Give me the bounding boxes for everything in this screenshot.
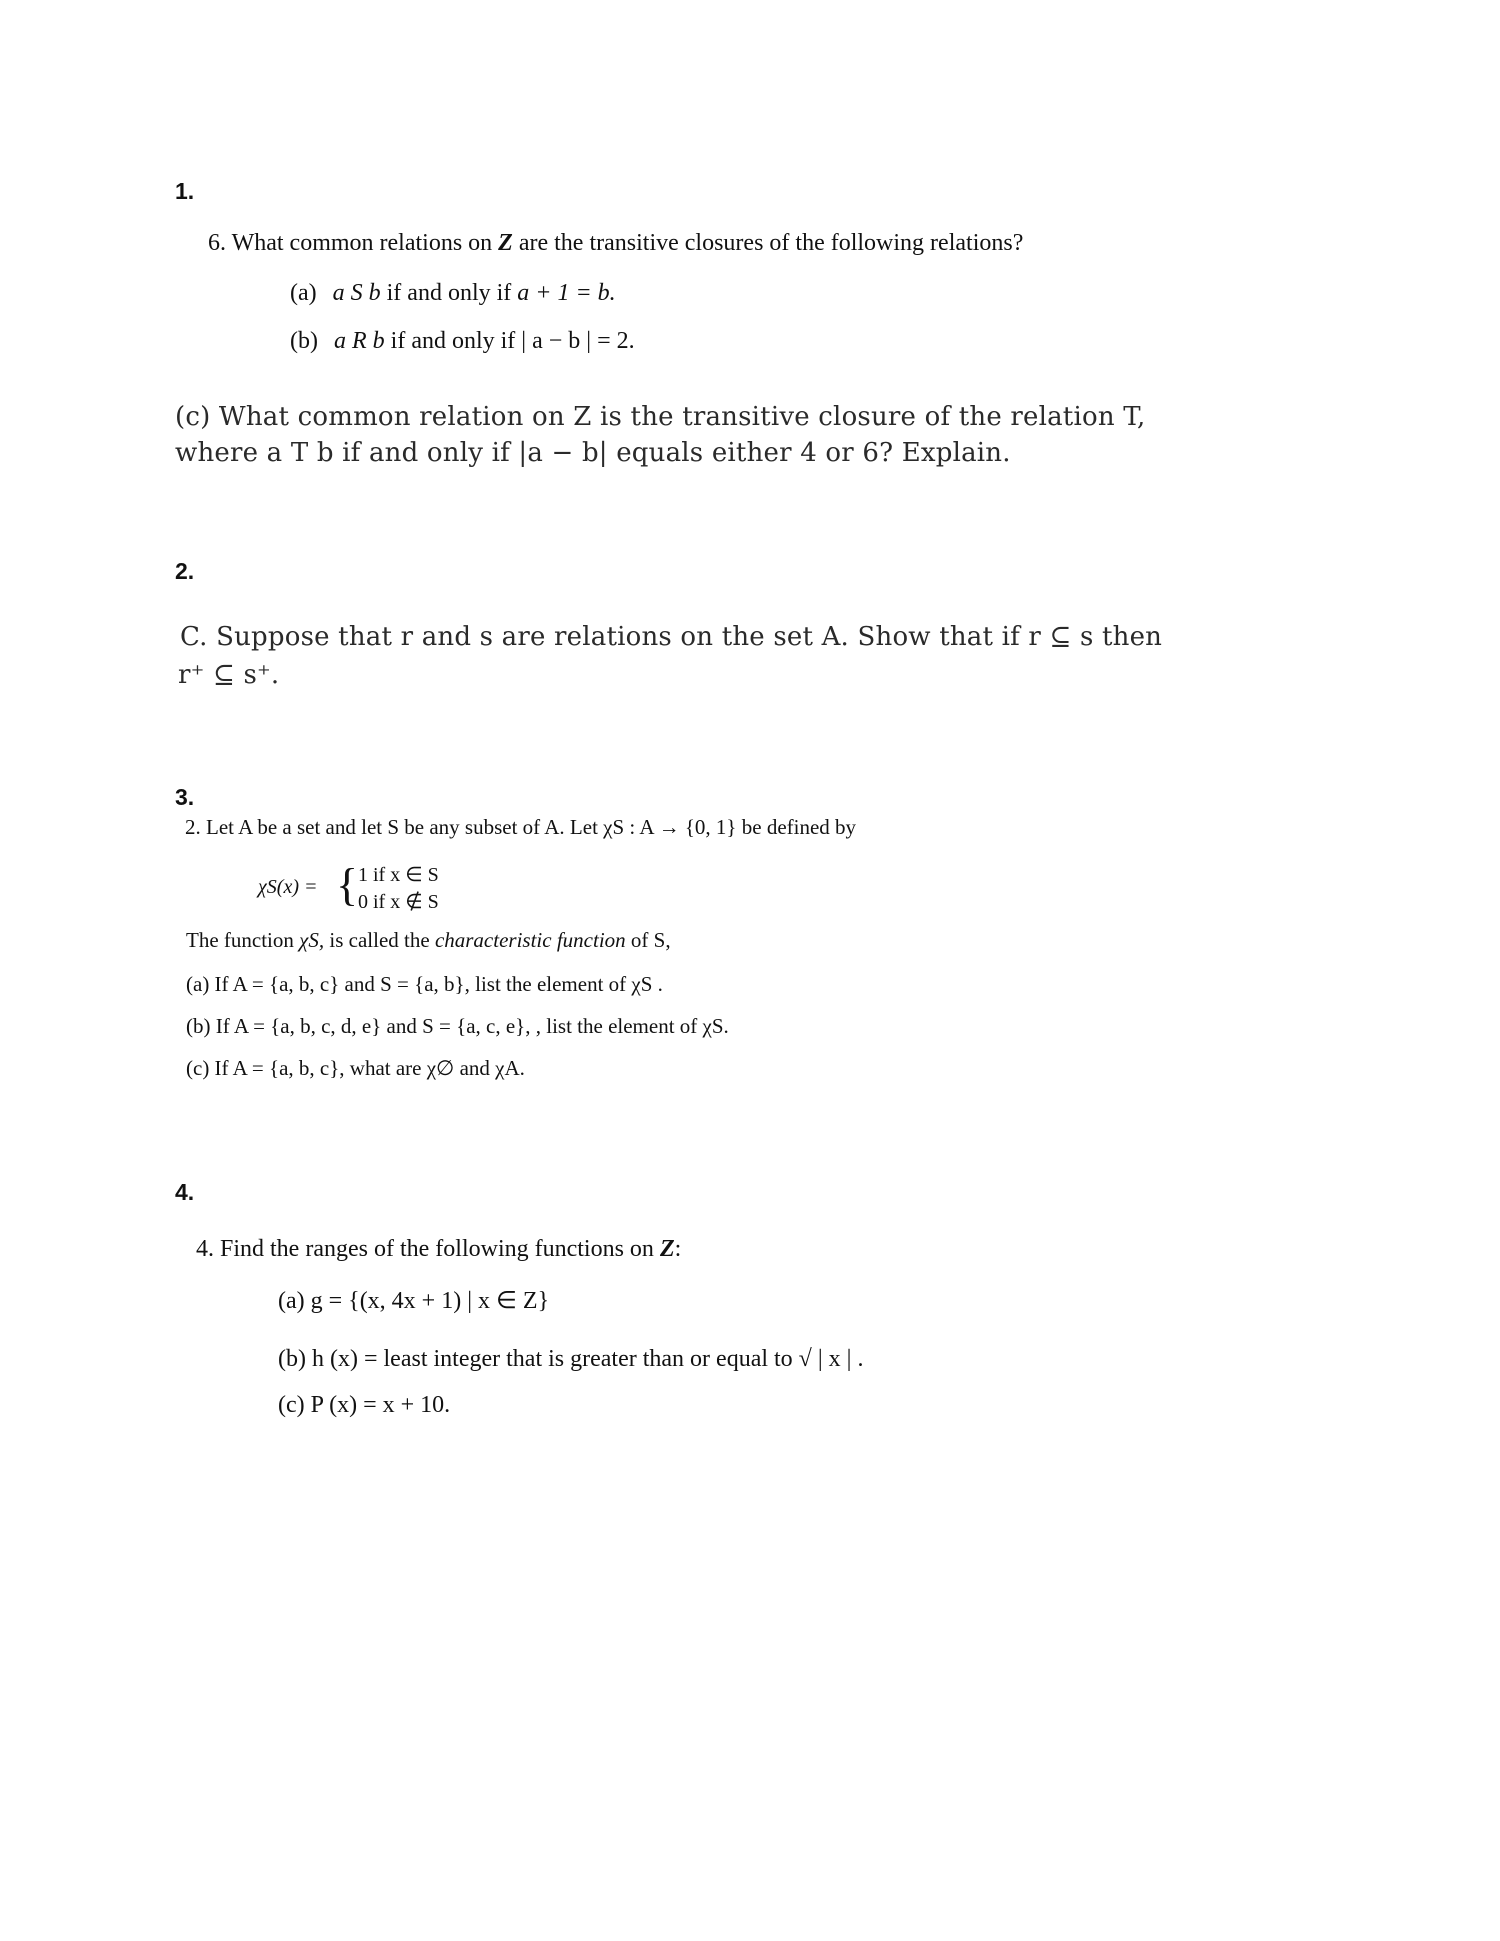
problem-2-line-2: r⁺ ⊆ s⁺. — [178, 660, 280, 690]
problem-1-part-c-line-1: (c) What common relation on Z is the transitive closure of the relation T, — [175, 402, 1146, 432]
definition-brace: { — [336, 859, 359, 910]
definition-case-2: 0 if x ∉ S — [358, 891, 439, 913]
called-text-b: is called the — [324, 928, 435, 952]
problem-1-part-b — [290, 328, 635, 355]
part-b-math: a R b — [333, 328, 385, 354]
called-text-c: of S, — [625, 928, 671, 952]
part-b-expr: | a − b | = 2. — [521, 328, 635, 354]
part-b-label: (b) — [290, 328, 318, 354]
problem-1-q6-stem — [208, 230, 1023, 257]
problem-2-number: 2. — [175, 558, 195, 584]
problem-4-part-b: (b) h (x) = least integer that is greater than or equal to √ | x | . — [278, 1346, 864, 1372]
problem-1-number: 1. — [175, 178, 195, 204]
problem-3-number: 3. — [175, 784, 195, 810]
part-a-expr: a + 1 = b. — [517, 280, 616, 306]
part-a-math: a S b — [332, 280, 381, 306]
called-symbol: χS, — [299, 928, 325, 952]
problem-1-part-c-line-2: where a T b if and only if |a − b| equals either 4 or 6? Explain. — [175, 438, 1011, 468]
q6-stem-text: 6. What common relations on — [208, 230, 499, 256]
problem-4-part-c: (c) P (x) = x + 10. — [278, 1392, 451, 1418]
integers-symbol: Z — [498, 230, 513, 256]
problem-3-part-a: (a) If A = {a, b, c} and S = {a, b}, list the element of χS . — [186, 972, 663, 996]
problem-2-line-1: C. Suppose that r and s are relations on the set A. Show that if r ⊆ s then — [180, 622, 1163, 652]
problem-3-part-b: (b) If A = {a, b, c, d, e} and S = {a, c, e}, , list the element of χS. — [186, 1014, 729, 1038]
problem-1-part-a — [290, 280, 616, 307]
problem-3-stem: 2. Let A be a set and let S be any subset of A. Let χS : A → {0, 1} be defined by — [185, 815, 857, 839]
q4-stem-text: 4. Find the ranges of the following functions on — [196, 1236, 660, 1262]
problem-4-number: 4. — [175, 1179, 195, 1205]
part-a-label: (a) — [290, 280, 317, 306]
integers-symbol: Z — [659, 1236, 675, 1262]
q6-stem-text-end: are the transitive closures of the following relations? — [512, 230, 1024, 256]
problem-4-stem — [196, 1236, 681, 1263]
q4-stem-text-end: : — [674, 1236, 682, 1262]
part-b-text: if and only if — [384, 328, 522, 354]
called-emphasis: characteristic function — [434, 928, 626, 952]
problem-3-called — [186, 928, 671, 953]
part-a-text: if and only if — [380, 280, 518, 306]
problem-3-part-c: (c) If A = {a, b, c}, what are χ∅ and χA. — [186, 1056, 525, 1080]
definition-lhs: χS(x) = — [258, 876, 318, 898]
called-text-a: The function — [186, 928, 300, 952]
problem-4-part-a: (a) g = {(x, 4x + 1) | x ∈ Z} — [278, 1288, 550, 1314]
definition-case-1: 1 if x ∈ S — [358, 864, 439, 886]
